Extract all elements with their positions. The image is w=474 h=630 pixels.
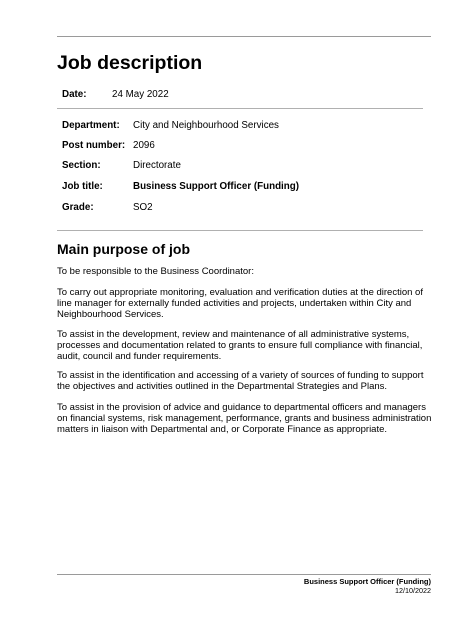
purpose-paragraph-4: To assist in the identification and accessing of a variety of sources of funding to support the objectives and activities outlined in the Departmental Strategies and Plans. xyxy=(57,370,424,393)
purpose-paragraph-5: To assist in the provision of advice and guidance to departmental officers and managers on financial systems, risk management, performance, grants and business administration matters in liaison with Departmental and, or Corporate Finance as appropriate. xyxy=(57,402,432,436)
grade-label: Grade: xyxy=(62,202,94,213)
post-number-label: Post number: xyxy=(62,140,126,151)
fields-divider xyxy=(57,230,423,231)
purpose-paragraph-3: To assist in the development, review and maintenance of all administrative systems, processes and documentation related to grants to ensure full compliance with financial, audit, council and funder requirements. xyxy=(57,329,423,363)
page-title: Job description xyxy=(57,52,203,74)
main-purpose-heading: Main purpose of job xyxy=(57,241,190,257)
purpose-paragraph-2: To carry out appropriate monitoring, evaluation and verification duties at the direction of line manager for externally funded activities and projects, undertaken within City and Neighbourhood Services. xyxy=(57,287,423,321)
date-label: Date: xyxy=(62,89,87,100)
department-value: City and Neighbourhood Services xyxy=(133,120,279,131)
job-title-value: Business Support Officer (Funding) xyxy=(133,181,300,192)
date-value: 24 May 2022 xyxy=(112,89,169,100)
date-divider xyxy=(57,108,423,109)
post-number-value: 2096 xyxy=(133,140,155,151)
job-title-label: Job title: xyxy=(62,181,103,192)
grade-value: SO2 xyxy=(133,202,153,213)
section-value: Directorate xyxy=(133,160,181,171)
section-label: Section: xyxy=(62,160,101,171)
department-label: Department: xyxy=(62,120,120,131)
footer-date: 12/10/2022 xyxy=(395,586,431,595)
top-divider xyxy=(57,36,431,37)
footer-job-title: Business Support Officer (Funding) xyxy=(303,577,431,586)
footer-divider xyxy=(57,574,431,575)
purpose-paragraph-1: To be responsible to the Business Coordinator: xyxy=(57,266,254,277)
